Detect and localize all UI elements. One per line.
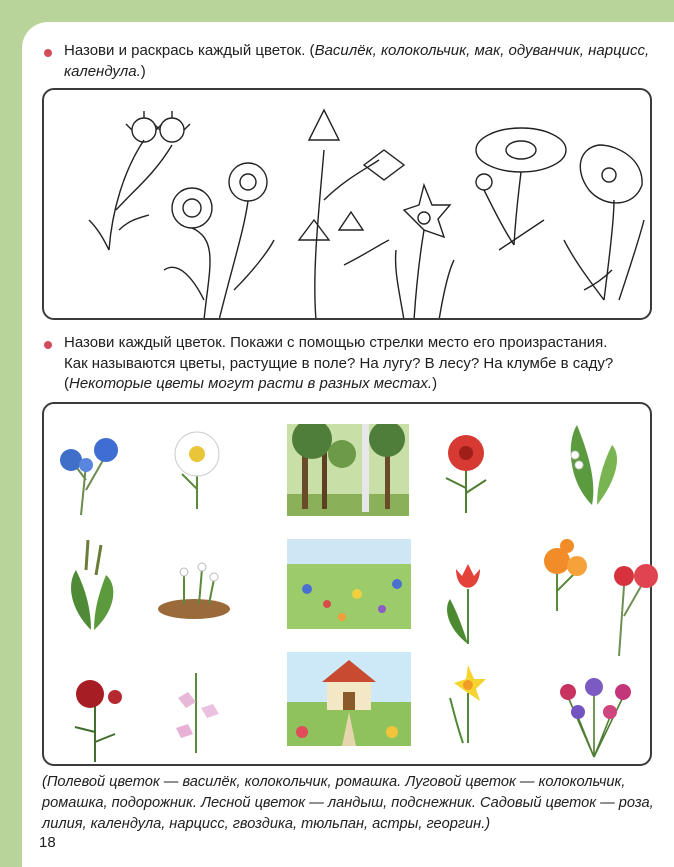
bullet-task-2: [44, 341, 52, 349]
rose-picture: [60, 672, 130, 767]
task-2-line-1: Назови каждый цветок. Покажи с помощью стрелки место его произрастания.: [64, 334, 608, 351]
snowdrop-picture: [154, 554, 234, 624]
page-number: 18: [39, 834, 56, 851]
garden-house-picture: [287, 652, 411, 746]
task-2-line-3: Некоторые цветы могут расти в разных местах.: [69, 375, 433, 392]
habitat-frame: [42, 402, 652, 766]
coloring-frame: [42, 88, 652, 320]
plantain-picture: [56, 540, 126, 635]
forest-picture: [287, 424, 409, 516]
narcissus-picture: [438, 658, 498, 748]
lily-of-the-valley-picture: [557, 420, 627, 510]
carnation-picture: [594, 556, 664, 661]
tulip-picture: [438, 554, 498, 649]
task-2-text: Назови каждый цветок. Покажи с помощью стрелки место его произрастания. Как называются цветы, растущие в поле? На лугу? В лесу? На клумбе в саду? (Некоторые цветы могут расти в разных местах.): [64, 334, 614, 392]
task-1-text: Назови и раскрась каждый цветок. (Василёк, колокольчик, мак, одуванчик, нарцисс, календула.): [64, 42, 650, 80]
dahlia-picture: [431, 418, 501, 518]
chamomile-picture: [162, 424, 232, 514]
asters-picture: [548, 662, 640, 762]
lily-picture: [156, 658, 231, 758]
cornflower-picture: [56, 420, 126, 520]
task-2-line-2: Как называются цветы, растущие в поле? На лугу? В лесу? На клумбе в саду?: [64, 354, 614, 372]
workbook-page: [22, 22, 674, 867]
answer-text: (Полевой цветок — василёк, колокольчик, ромашка. Луговой цветок — колокольчик, ромашка, подорожник. Лесной цветок — ландыш, подснежник. Садовый цветок — роза, лилия, календула, нарцисс, гвоздика, тюльпан, астры, георгин.): [42, 774, 654, 832]
meadow-picture: [287, 539, 411, 629]
calendula-picture: [532, 536, 592, 616]
bullet-task-1: [44, 49, 52, 57]
outline-flowers-illustration: [44, 90, 650, 318]
